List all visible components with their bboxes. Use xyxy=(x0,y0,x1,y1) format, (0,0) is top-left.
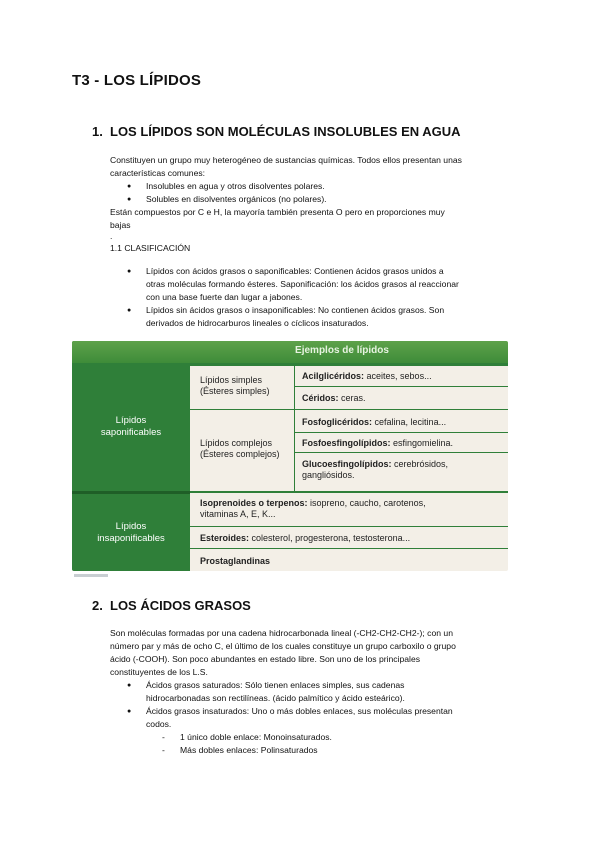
intro-line-1: Constituyen un grupo muy heterogéneo de sustancias químicas. Todos ellos presentan unas xyxy=(110,155,462,165)
sub-list-item: - 1 único doble enlace: Monoinsaturados. xyxy=(110,731,530,744)
glucoesfingolipidos-examples-1: cerebrósidos, xyxy=(394,459,449,469)
lipid-examples-table xyxy=(72,341,508,571)
subheading-clasificacion: 1.1 CLASIFICACIÓN xyxy=(110,243,191,253)
composition-line-1: Están compuestos por C e H, la mayoría también presenta O pero en proporciones muy xyxy=(110,207,445,217)
saturados-line-1: ● Ácidos grasos saturados: Sólo tienen enlaces simples, sus cadenas xyxy=(146,680,405,690)
paragraph-line: número par y más de ocho C, el último de los cuales constituye un grupo carboxilo o grupo xyxy=(110,641,456,651)
section-2-number: 2. xyxy=(92,598,103,613)
list-item xyxy=(110,265,530,304)
table-divider xyxy=(190,491,508,493)
acilgliceridos-term: Acilglicéridos: xyxy=(302,371,365,381)
insaponificables-line-1: Lípidos xyxy=(115,521,147,532)
list-item xyxy=(110,679,530,705)
stray-dot: . xyxy=(110,231,113,241)
lipidos-complejos xyxy=(200,438,280,460)
glucoesfingolipidos-term: Glucoesfingolípidos: xyxy=(302,459,392,469)
esteroides-term: Esteroides: xyxy=(200,533,250,543)
insaponificables-label xyxy=(78,521,184,545)
table-divider xyxy=(190,526,508,527)
fosfogliceridos-term: Fosfoglicéridos: xyxy=(302,417,373,427)
glucoesfingolipidos xyxy=(302,459,448,481)
section-2-title: LOS ÁCIDOS GRASOS xyxy=(110,598,251,613)
acilgliceridos xyxy=(302,371,432,382)
lipidos-simples-line-2: (Ésteres simples) xyxy=(200,386,270,396)
fosfoesfingolipidos xyxy=(302,438,453,449)
ceridos xyxy=(302,393,366,404)
class-bullet-1-line-3: con una base fuerte dan lugar a jabones. xyxy=(146,292,303,302)
list-item: ● Solubles en disolventes orgánicos (no polares). xyxy=(110,193,530,206)
prostaglandinas-term: Prostaglandinas xyxy=(200,556,271,566)
list-item: ● Insolubles en agua y otros disolventes polares. xyxy=(110,180,530,193)
class-bullet-2-line-2: derivados de hidrocarburos lineales o cíclicos insaturados. xyxy=(146,318,369,328)
insaponificables-line-2: insaponificables xyxy=(97,533,165,544)
insaturados-line-2: codos. xyxy=(146,719,172,729)
composition-line-2: bajas xyxy=(110,220,131,230)
lipidos-complejos-line-2: (Ésteres complejos) xyxy=(200,449,280,459)
section-1-title: LOS LÍPIDOS SON MOLÉCULAS INSOLUBLES EN AGUA xyxy=(110,124,461,139)
isoprenoides-term: Isoprenoides o terpenos: xyxy=(200,498,308,508)
fosfogliceridos xyxy=(302,417,446,428)
saponificables-label xyxy=(82,415,180,439)
table-header-text: Ejemplos de lípidos xyxy=(295,345,389,356)
intro-line-2: características comunes: xyxy=(110,168,206,178)
paragraph-line: ácido (-COOH). Son poco abundantes en estado libre. Son uno de los principales xyxy=(110,654,421,664)
section-2-body xyxy=(110,627,530,757)
esteroides xyxy=(200,533,410,544)
paragraph-line: constituyentes de los L.S. xyxy=(110,667,208,677)
table-divider xyxy=(294,386,508,387)
saponificables-line-2: saponificables xyxy=(100,427,162,438)
list-item xyxy=(110,705,530,731)
insaturados-line-1: ● Ácidos grasos insaturados: Uno o más dobles enlaces, sus moléculas presentan xyxy=(146,706,453,716)
table-header-bar xyxy=(190,363,508,366)
table-divider xyxy=(190,548,508,549)
sub-list-item: - Más dobles enlaces: Polinsaturados xyxy=(110,744,530,757)
glucoesfingolipidos-examples-2: gangliósidos. xyxy=(302,470,355,480)
table-divider xyxy=(294,432,508,433)
isoprenoides-examples-1: isopreno, caucho, carotenos, xyxy=(310,498,426,508)
isoprenoides-examples-2: vitaminas A, E, K... xyxy=(200,509,276,519)
fosfoesfingolipidos-examples: esfingomielina. xyxy=(393,438,454,448)
section-1-number: 1. xyxy=(92,124,103,139)
ceridos-examples: ceras. xyxy=(341,393,366,403)
page-title: T3 - LOS LÍPIDOS xyxy=(72,72,202,89)
fosfogliceridos-examples: cefalina, lecitina... xyxy=(374,417,447,427)
class-bullet-1-line-1: ● Lípidos con ácidos grasos o saponificables: Contienen ácidos grasos unidos a xyxy=(146,266,444,276)
esteroides-examples: colesterol, progesterona, testosterona... xyxy=(251,533,411,543)
section-2-heading xyxy=(92,598,251,613)
table-left-separator xyxy=(72,491,190,494)
saturados-line-2: hidrocarbonadas son rectilíneas. (ácido palmítico y ácido esteárico). xyxy=(146,693,405,703)
image-credit-mark xyxy=(74,574,108,577)
ceridos-term: Céridos: xyxy=(302,393,339,403)
fosfoesfingolipidos-term: Fosfoesfingolípidos: xyxy=(302,438,391,448)
class-bullet-2-line-1: ● Lípidos sin ácidos grasos o insaponificables: No contienen ácidos grasos. Son xyxy=(146,305,445,315)
list-item xyxy=(110,304,530,330)
paragraph-line: Son moléculas formadas por una cadena hidrocarbonada lineal (-CH2-CH2-CH2-); con un xyxy=(110,628,453,638)
table-divider xyxy=(294,366,295,491)
prostaglandinas xyxy=(200,556,270,567)
acilgliceridos-examples: aceites, sebos... xyxy=(366,371,432,381)
section-1-body xyxy=(110,154,530,330)
isoprenoides xyxy=(200,498,426,520)
lipidos-simples-line-1: Lípidos simples xyxy=(200,375,263,385)
saponificables-line-1: Lípidos xyxy=(115,415,147,426)
lipidos-simples xyxy=(200,375,270,397)
class-bullet-1-line-2: otras moléculas formando ésteres. Saponificación: los ácidos grasos al reaccionar xyxy=(146,279,459,289)
lipidos-complejos-line-1: Lípidos complejos xyxy=(200,438,273,448)
section-1-heading xyxy=(92,124,461,139)
table-divider xyxy=(190,409,508,410)
table-divider xyxy=(294,452,508,453)
